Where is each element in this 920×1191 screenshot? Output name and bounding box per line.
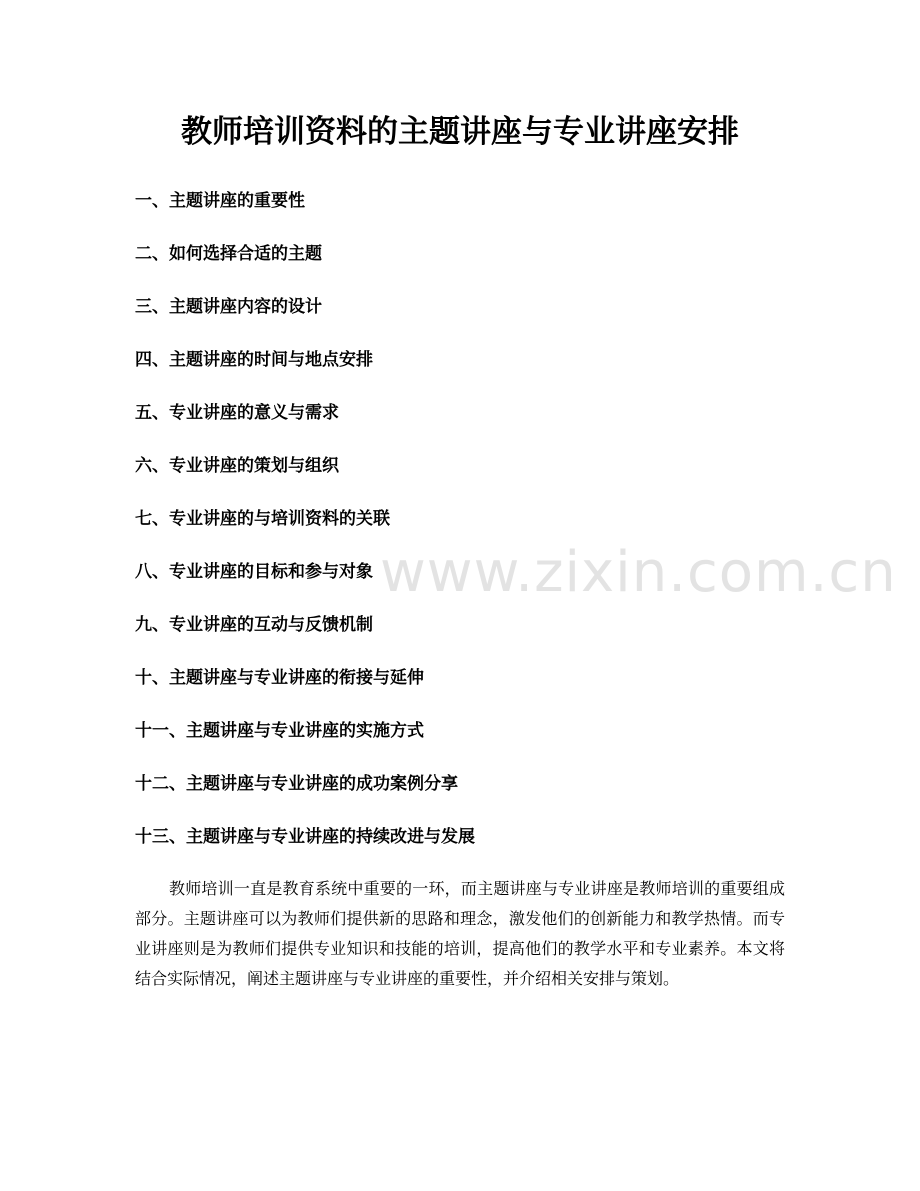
intro-paragraph: 教师培训一直是教育系统中重要的一环，而主题讲座与专业讲座是教师培训的重要组成部分。主题讲座可以为教师们提供新的思路和理念，激发他们的创新能力和教学热情。而专业讲座则是为教师们提供专业知识和技能的培训，提高他们的教学水平和专业素养。本文将结合实际情况，阐述主题讲座与专业讲座的重要性，并介绍相关安排与策划。 [135,879,785,988]
toc-item: 五、专业讲座的意义与需求 [135,403,339,423]
toc-item: 八、专业讲座的目标和参与对象 [135,562,373,582]
toc-item: 十一、主题讲座与专业讲座的实施方式 [135,721,424,741]
toc-item: 十、主题讲座与专业讲座的衔接与延伸 [135,668,424,688]
document-title: 教师培训资料的主题讲座与专业讲座安排 [181,114,739,150]
toc-item: 三、主题讲座内容的设计 [135,297,322,317]
toc-item: 十三、主题讲座与专业讲座的持续改进与发展 [135,827,475,847]
toc-item: 一、主题讲座的重要性 [135,191,305,211]
watermark: www.zixin.com.cn [380,540,897,605]
toc-item: 十二、主题讲座与专业讲座的成功案例分享 [135,774,458,794]
toc-item: 二、如何选择合适的主题 [135,244,322,264]
toc-item: 七、专业讲座的与培训资料的关联 [135,509,390,529]
toc-item: 四、主题讲座的时间与地点安排 [135,350,373,370]
toc-item: 九、专业讲座的互动与反馈机制 [135,615,373,635]
toc-item: 六、专业讲座的策划与组织 [135,456,339,476]
table-of-contents [135,186,795,875]
